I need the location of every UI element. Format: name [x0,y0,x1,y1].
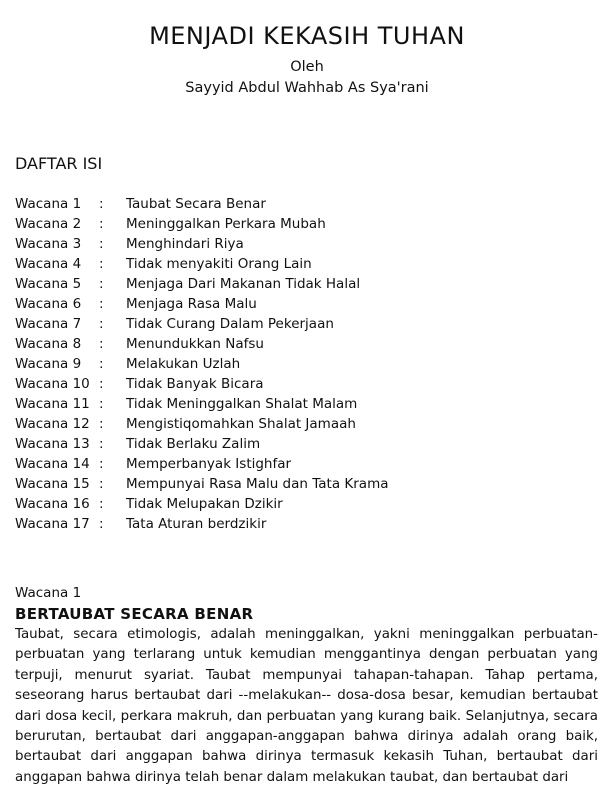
toc-item [15,434,605,454]
toc-item-title: Tidak Melupakan Dzikir [126,496,283,512]
toc-item-separator: : [99,456,104,472]
toc-item [15,494,605,514]
toc-item-separator: : [99,236,104,252]
toc-item-title: Tidak Meninggalkan Shalat Malam [126,396,358,412]
toc-item-separator: : [99,436,104,452]
toc-item-separator: : [99,476,104,492]
toc-item [15,354,605,374]
toc-item-number: Wacana 1 [15,196,82,212]
toc-item-separator: : [99,256,104,272]
document-byline: Oleh [290,59,324,75]
toc-item-separator: : [99,416,104,432]
toc-item-title: Memperbanyak Istighfar [126,456,292,472]
toc-item-number: Wacana 3 [15,236,82,252]
toc-item-number: Wacana 14 [15,456,90,472]
section-label: Wacana 1 [15,585,82,601]
toc-item-title: Melakukan Uzlah [126,356,241,372]
toc-item-title: Menghindari Riya [126,236,244,252]
toc-item [15,214,605,234]
toc-item-separator: : [99,356,104,372]
toc-item [15,374,605,394]
toc-item-title: Meninggalkan Perkara Mubah [126,216,326,232]
toc-item-title: Tidak Banyak Bicara [126,376,264,392]
toc-item-separator: : [99,336,104,352]
toc-item-title: Tata Aturan berdzikir [126,516,267,532]
toc-item-title: Menjaga Rasa Malu [126,296,257,312]
toc-item [15,294,605,314]
document-author: Sayyid Abdul Wahhab As Sya'rani [185,80,429,96]
toc-item [15,254,605,274]
toc-item-separator: : [99,376,104,392]
toc-item-number: Wacana 12 [15,416,90,432]
toc-item-number: Wacana 5 [15,276,82,292]
toc-item [15,454,605,474]
toc-item-number: Wacana 9 [15,356,82,372]
section-heading: BERTAUBAT SECARA BENAR [15,605,254,623]
toc-item-separator: : [99,496,104,512]
toc-item-number: Wacana 17 [15,516,90,532]
toc-item-separator: : [99,276,104,292]
toc-item-title: Mengistiqomahkan Shalat Jamaah [126,416,356,432]
toc-item-title: Mempunyai Rasa Malu dan Tata Krama [126,476,389,492]
toc-item-number: Wacana 16 [15,496,90,512]
toc-item-separator: : [99,516,104,532]
toc-item-title: Tidak Berlaku Zalim [126,436,261,452]
toc-item [15,234,605,254]
toc-item-title: Tidak menyakiti Orang Lain [126,256,312,272]
toc-item [15,314,605,334]
toc-item [15,414,605,434]
toc-item-separator: : [99,396,104,412]
toc-item-number: Wacana 7 [15,316,82,332]
section-body: Taubat, secara etimologis, adalah meninggalkan, yakni meninggalkan perbuatan-perbuatan yang terlarang untuk kemudian menggantinya dengan perbuatan yang terpuji, menurut syariat. Taubat mempunyai tahapan-tahapan. Tahap pertama, seseorang harus bertaubat dari --melakukan-- dosa-dosa besar, kemudian bertaubat dari dosa kecil, perkara makruh, dan perbuatan yang kurang baik. Selanjutnya, secara berurutan, bertaubat dari anggapan-anggapan bahwa dirinya adalah orang baik, bertaubat dari anggapan bahwa dirinya termasuk kekasih Tuhan, bertaubat dari anggapan bahwa dirinya telah benar dalam melakukan taubat, dan bertaubat dari [15,627,598,785]
toc-item-title: Menundukkan Nafsu [126,336,264,352]
toc-item-separator: : [99,316,104,332]
toc-item-number: Wacana 6 [15,296,82,312]
toc-item [15,394,605,414]
toc-item-title: Taubat Secara Benar [126,196,266,212]
document-title: MENJADI KEKASIH TUHAN [149,22,465,50]
toc-heading: DAFTAR ISI [15,154,103,173]
toc-item-number: Wacana 2 [15,216,82,232]
toc-item-title: Tidak Curang Dalam Pekerjaan [126,316,334,332]
toc-item-separator: : [99,216,104,232]
toc-item [15,274,605,294]
table-of-contents [15,194,605,534]
toc-item-number: Wacana 13 [15,436,90,452]
toc-item-separator: : [99,196,104,212]
toc-item [15,194,605,214]
toc-item-number: Wacana 11 [15,396,90,412]
toc-item-number: Wacana 8 [15,336,82,352]
toc-item-number: Wacana 15 [15,476,90,492]
toc-item-title: Menjaga Dari Makanan Tidak Halal [126,276,361,292]
toc-item-number: Wacana 10 [15,376,90,392]
toc-item [15,334,605,354]
toc-item [15,474,605,494]
toc-item [15,514,605,534]
toc-item-number: Wacana 4 [15,256,82,272]
toc-item-separator: : [99,296,104,312]
